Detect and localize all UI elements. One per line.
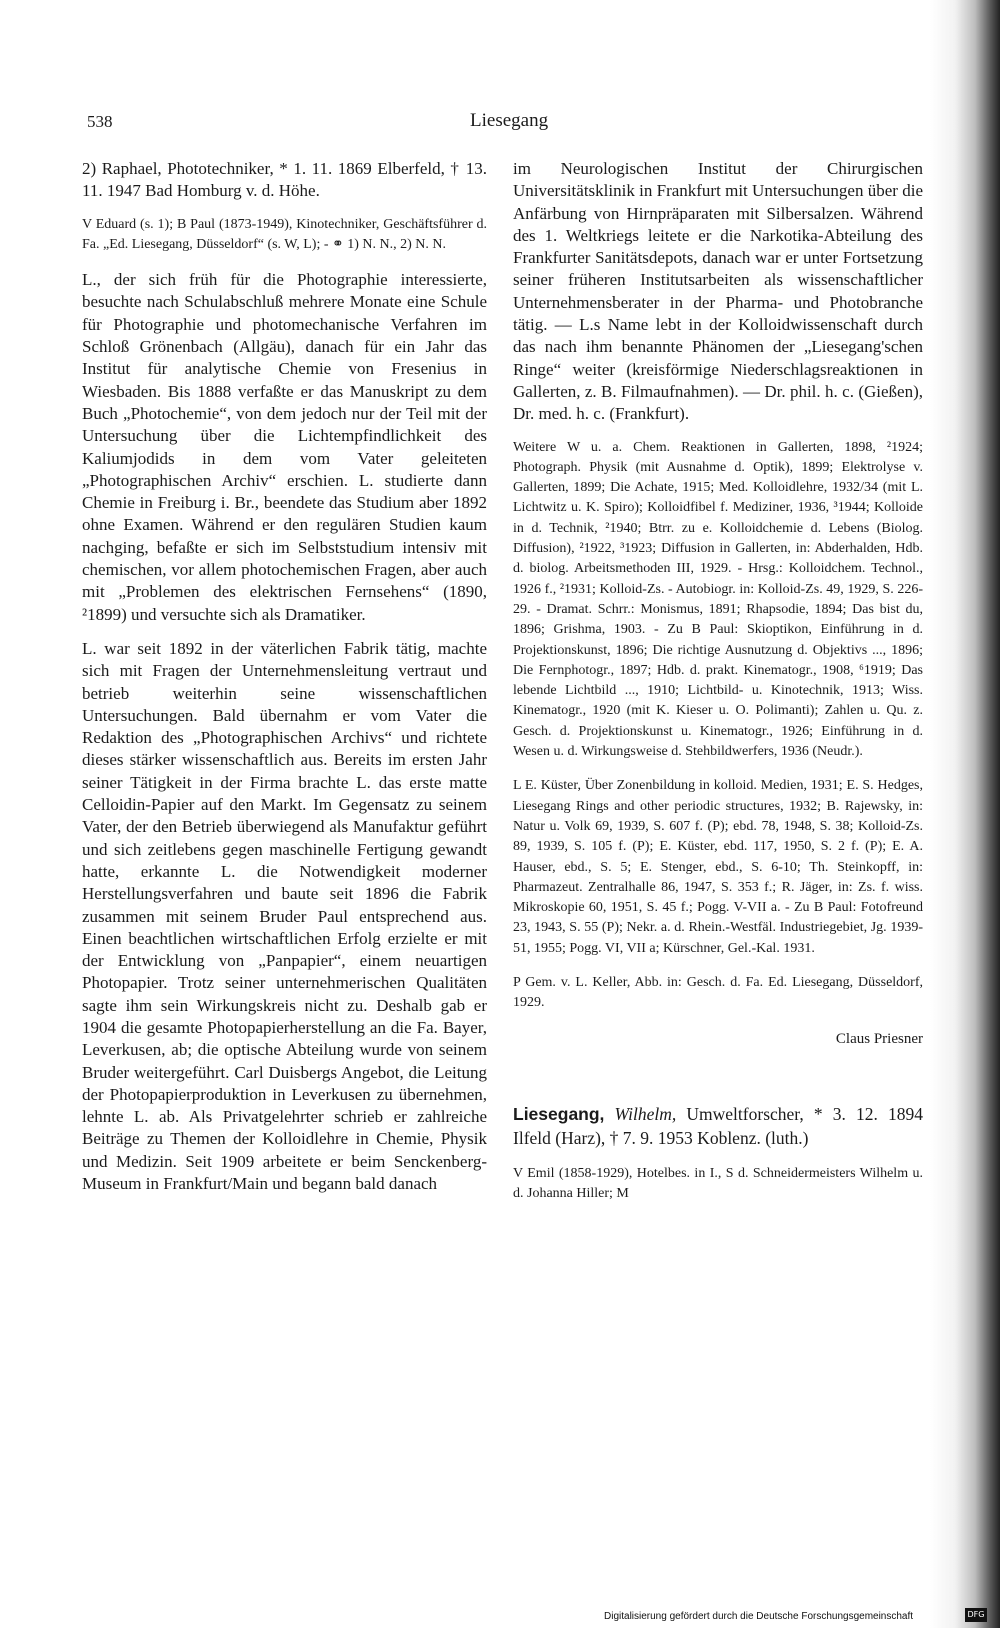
page-number: 538 bbox=[87, 112, 113, 131]
entry-firstname: Wilhelm, bbox=[614, 1103, 677, 1124]
dfg-logo: DFG bbox=[965, 1608, 987, 1622]
portrait-paragraph: P Gem. v. L. Keller, Abb. in: Gesch. d. Fa. Ed. Liesegang, Düsseldorf, 1929. bbox=[513, 974, 923, 1011]
running-title: Liesegang bbox=[470, 110, 549, 131]
digitization-credit: Digitalisierung gefördert durch die Deutsche Forschungsgemeinschaft bbox=[604, 1611, 914, 1622]
new-entry-heading bbox=[513, 1102, 923, 1150]
right-column bbox=[513, 158, 923, 1218]
literature-paragraph: L E. Küster, Über Zonenbildung in kolloid. Medien, 1931; E. S. Hedges, Liesegang Rings and other periodic structures, 1932; B. Rajewsky, in: Natur u. Volk 69, 1939, S. 607 f. (P); ebd. 78, 1948, S. 38; Kolloid-Zs. 89, 1939, S. 105 f. (P); E. Küster, ebd. 117, 1950, S. 2 f. (P); E. A. Hauser, ebd., S. 5; E. Stenger, ebd., S. 6-10; Th. Steinkopff, in: Pharmazeut. Zentralhalle 86, 1947, S. 353 f.; R. Jäger, in: Zs. f. wiss. Mikroskopie 60, 1951, S. 45 f.; Pogg. V-VII a. - Zu B Paul: Fotofreund 23, 1943, S. 55 (P); Nekr. a. d. Rhein.-Westfäl. Industriegebiet, Jg. 1939-51, 1955; Pogg. VI, VII a; Kürschner, Gel.-Kal. 1931. bbox=[513, 778, 923, 956]
works-paragraph: Weitere W u. a. Chem. Reaktionen in Gallerten, 1898, ²1924; Photograph. Physik (mit Ausnahme d. Optik), 1899; Elektrolyse v. Gallerten, 1899; Die Achate, 1915; Med. Kolloidlehre, 1932/34 (mit L. Lichtwitz u. K. Spiro); Kolloidfibel f. Mediziner, 1936, ³1944; Kolloide in d. Technik, ²1940; Btrr. zu e. Kolloidchemie d. Lebens (Biolog. Diffusion), ²1922, ³1923; Diffusion in Gallerten, in: Abderhalden, Hdb. d. biolog. Arbeitsmethoden III, 1929. - Hrsg.: Kolloidchem. Technol., 1926 f., ²1931; Kolloid-Zs. - Autobiogr. in: Kolloid-Zs. 49, 1929, S. 226-29. - Dramat. Schrr.: Monismus, 1891; Rhapsodie, 1894; Das bist du, 1896; Grishma, 1903. - Zu B Paul: Skioptikon, Einführung in d. Projektionskunst, 1896; Die richtige Ausnutzung d. Objektivs ..., 1896; Die Fernphotogr., 1897; Hdb. d. prakt. Kinematogr., 1908, ⁶1919; Das lebende Lichtbild ..., 1910; Lichtbild- u. Kinotechnik, 1913; Wiss. Kinematogr., 1920 (mit K. Kieser u. O. Polimanti); Zahlen u. Qu. z. Gesch. d. Projektionskunst u. Kinematogr., 1926; Einführung in d. Wesen u. d. Wirkungsweise d. Stehbildwerfers, 1936 (Neudr.). bbox=[513, 439, 923, 760]
new-entry-genealogy: V Emil (1858-1929), Hotelbes. in I., S d. Schneidermeisters Wilhelm u. d. Johanna Hiller; M bbox=[513, 1165, 923, 1202]
biography-paragraph-1: L., der sich früh für die Photographie interessierte, besuchte nach Schulabschluß mehrere Monate eine Schule für Photographie und photomechanische Verfahren im Schloß Grönenbach (Allgäu), danach für ein Jahr das Institut für analytische Chemie von Fresenius in Wiesbaden. Bis 1888 verfaßte er das Manuskript zu dem Buch „Photochemie“, von dem jedoch nur der Teil mit der Untersuchung über die Lichtempfindlichkeit des Kaliumjodids in dem vom Vater geleiteten „Photographischen Archiv“ erschien. L. studierte dann Chemie in Freiburg i. Br., beendete das Studium aber 1892 ohne Examen. Während er den regulären Studien kaum nachging, befaßte er sich im Selbststudium intensiv mit chemischen, vor allem photochemischen Fragen, aber auch mit „Problemen des elektrischen Fernsehens“ (1890, ²1899) und versuchte sich als Dramatiker. bbox=[82, 270, 487, 624]
entry-surname: Liesegang, bbox=[513, 1103, 605, 1124]
genealogy-paragraph: V Eduard (s. 1); B Paul (1873-1949), Kinotechniker, Geschäftsführer d. Fa. „Ed. Liesegang, Düsseldorf“ (s. W, L); - ⚭ 1) N. N., 2) N. N. bbox=[82, 216, 487, 252]
entry-details: Umweltforscher, * 3. 12. 1894 Ilfeld (Harz), † 7. 9. 1953 Koblenz. (luth.) bbox=[513, 1103, 924, 1148]
biography-paragraph-3: im Neurologischen Institut der Chirurgischen Universitätsklinik in Frankfurt mit Untersuchungen über die Anfärbung von Hirnpräparaten mit Silbersalzen. Während des 1. Weltkriegs leitete er die Narkotika-Abteilung des Frankfurter Sanitätsdepots, danach war er unter Fortsetzung seiner früheren Institutsarbeiten als wissenschaftlicher Unternehmensberater in der Pharma- und Photobranche tätig. — L.s Name lebt in der Kolloidwissenschaft durch das nach ihm benannte Phänomen der „Liesegang'schen Ringe“ weiter (kreisförmige Niederschlagsreaktionen in Gallerten, z. B. Filmaufnahmen). — Dr. phil. h. c. (Gießen), Dr. med. h. c. (Frankfurt). bbox=[513, 159, 923, 424]
entry-subheading: 2) Raphael, Phototechniker, * 1. 11. 1869 Elberfeld, † 13. 11. 1947 Bad Homburg v. d. Höhe. bbox=[82, 159, 487, 201]
left-column bbox=[82, 158, 487, 1207]
author-signature: Claus Priesner bbox=[835, 1030, 923, 1047]
biography-paragraph-2: L. war seit 1892 in der väterlichen Fabrik tätig, machte sich mit Fragen der Unternehmensleitung vertraut und betrieb weiterhin seine wissenschaftlichen Untersuchungen. Bald übernahm er vom Vater die Redaktion des „Photographischen Archivs“ und richtete dieses stärker wissenschaftlich aus. Bereits im ersten Jahr seiner Tätigkeit in der Firma brachte L. das erste matte Celloidin-Papier auf den Markt. Im Gegensatz zu seinem Vater, der den Betrieb überwiegend als Manufaktur geführt und sich zeitlebens gegen maschinelle Fertigung gewandt hatte, erkannte L. die Notwendigkeit moderner Herstellungsverfahren und baute seit 1896 die Fabrik zusammen mit seinem Bruder Paul entsprechend aus. Einen beachtlichen wirtschaftlichen Erfolg erzielte er mit der Entwicklung von „Panpapier“, einem neuartigen Photopapier. Trotz seiner unternehmerischen Qualitäten sagte ihm sein Wirkungskreis nicht zu. Deshalb gab er 1904 die gesamte Photopapierherstellung an die Fa. Bayer, Leverkusen, ab; die optische Abteilung wurde von seinem Bruder weitergeführt. Carl Duisbergs Angebot, die Leitung der Photopapierproduktion in Leverkusen zu übernehmen, lehnte L. ab. Als Privatgelehrter schrieb er zahlreiche Beiträge zu Themen der Kolloidlehre in Chemie, Physik und Medizin. Seit 1909 arbeitete er beim Senckenberg-Museum in Frankfurt/Main und begann bald danach bbox=[82, 638, 487, 1194]
